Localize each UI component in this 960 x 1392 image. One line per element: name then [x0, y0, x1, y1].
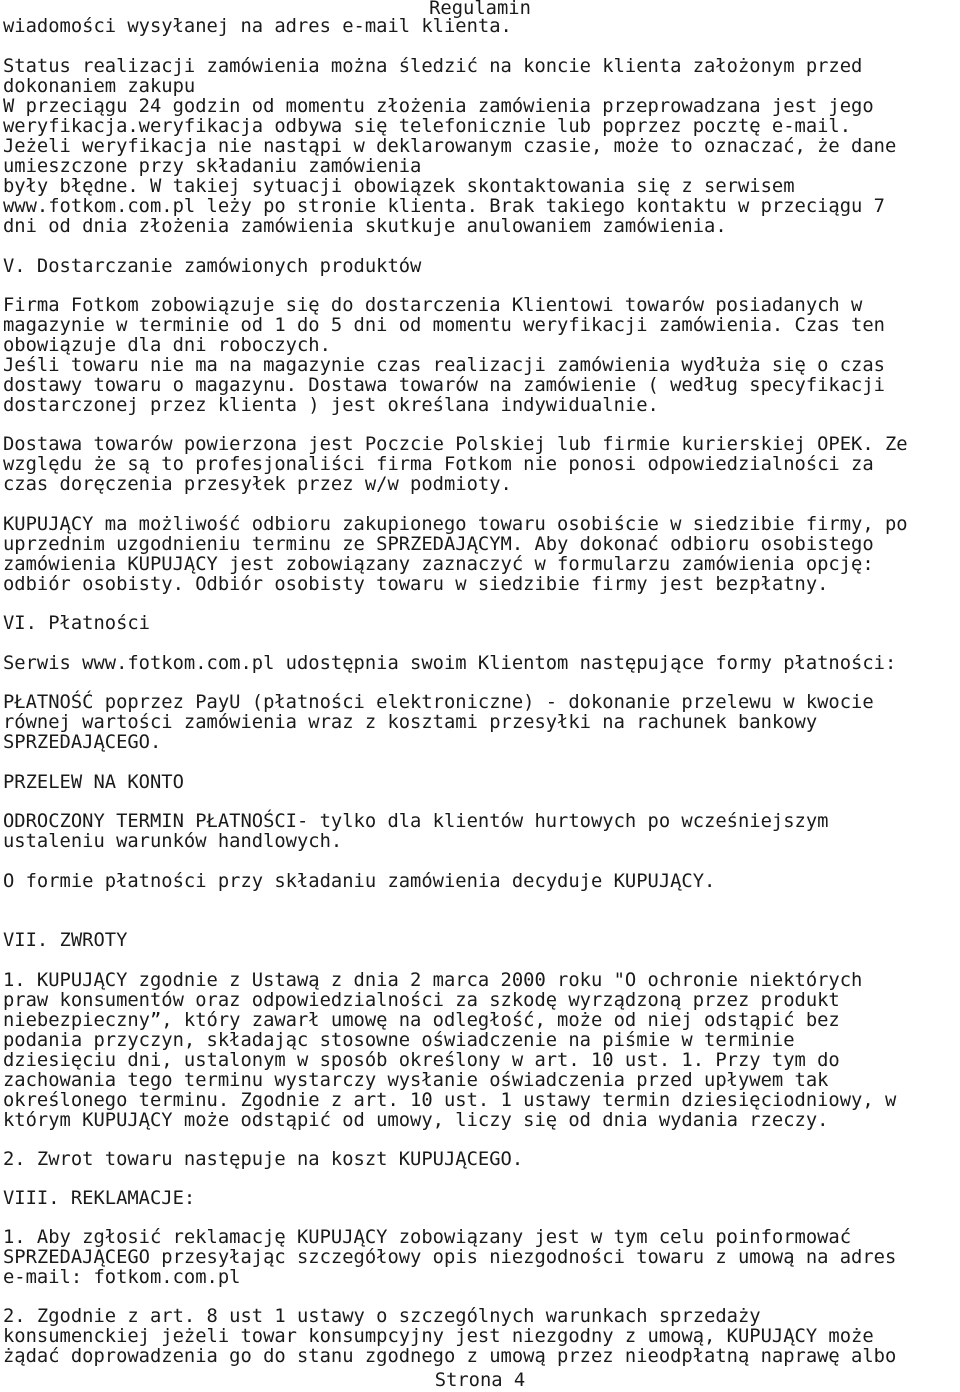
text-line: równej wartości zamówienia wraz z kosztami przesyłki na rachunek bankowy: [3, 712, 818, 733]
text-line: umieszczone przy składaniu zamówienia: [3, 156, 422, 177]
text-line: określonego terminu. Zgodnie z art. 10 ust. 1 ustawy termin dziesięciodniowy, w: [3, 1090, 897, 1111]
text-line: konsumenckiej jeżeli towar konsumpcyjny jest niezgodny z umową, KUPUJĄCY może: [3, 1326, 874, 1347]
text-line: żądać doprowadzenia go do stanu zgodnego z umową przez nieodpłatną naprawę albo: [3, 1346, 897, 1367]
text-line: www.fotkom.com.pl leży po stronie klienta. Brak takiego kontaktu w przeciągu 7: [3, 196, 885, 217]
page-header-title: Regulamin: [429, 0, 531, 19]
text-line: praw konsumentów oraz odpowiedzialności za szkodę wyrządzoną przez produkt: [3, 990, 840, 1011]
text-line: obowiązuje dla dni roboczych.: [3, 335, 331, 356]
text-line: W przeciągu 24 godzin od momentu złożenia zamówienia przeprowadzana jest jego: [3, 96, 874, 117]
text-line: uprzednim uzgodnieniu terminu ze SPRZEDAJĄCYM. Aby dokonać odbioru osobistego: [3, 534, 874, 555]
section-heading: V. Dostarczanie zamówionych produktów: [3, 256, 422, 277]
text-line: którym KUPUJĄCY może odstąpić od umowy, liczy się od dnia wydania rzeczy.: [3, 1110, 829, 1131]
text-line: Serwis www.fotkom.com.pl udostępnia swoim Klientom następujące formy płatności:: [3, 653, 897, 674]
text-line: 1. KUPUJĄCY zgodnie z Ustawą z dnia 2 marca 2000 roku "O ochronie niektórych: [3, 970, 863, 991]
text-line: weryfikacja.weryfikacja odbywa się telefonicznie lub poprzez pocztę e-mail.: [3, 116, 852, 137]
text-line: 1. Aby zgłosić reklamację KUPUJĄCY zobowiązany jest w tym celu poinformować: [3, 1227, 852, 1248]
text-line: SPRZEDAJĄCEGO.: [3, 732, 162, 753]
text-line: dostawy towaru o magazynu. Dostawa towarów na zamówienie ( według specyfikacji: [3, 375, 885, 396]
text-line: Jeżeli weryfikacja nie nastąpi w deklarowanym czasie, może to oznaczać, że dane: [3, 136, 897, 157]
text-line: 2. Zgodnie z art. 8 ust 1 ustawy o szczególnych warunkach sprzedaży: [3, 1306, 761, 1327]
text-line: PRZELEW NA KONTO: [3, 772, 184, 793]
text-line: odbiór osobisty. Odbiór osobisty towaru w siedzibie firmy jest bezpłatny.: [3, 574, 829, 595]
text-line: Status realizacji zamówienia można śledzić na koncie klienta założonym przed: [3, 56, 863, 77]
text-line: magazynie w terminie od 1 do 5 dni od momentu weryfikacji zamówienia. Czas ten: [3, 315, 885, 336]
text-line: ustaleniu warunków handlowych.: [3, 831, 343, 852]
text-line: KUPUJĄCY ma możliwość odbioru zakupionego towaru osobiście w siedzibie firmy, po: [3, 514, 908, 535]
text-line: niebezpieczny”, który zawarł umowę na odległość, może od niej odstąpić bez: [3, 1010, 840, 1031]
text-line: Jeśli towaru nie ma na magazynie czas realizacji zamówienia wydłuża się o czas: [3, 355, 885, 376]
section-heading: VII. ZWROTY: [3, 930, 128, 951]
text-line: dni od dnia złożenia zamówienia skutkuje anulowaniem zamówienia.: [3, 216, 727, 237]
text-line: ODROCZONY TERMIN PŁATNOŚCI- tylko dla klientów hurtowych po wcześniejszym: [3, 811, 829, 832]
text-line: względu że są to profesjonaliści firma Fotkom nie ponosi odpowiedzialności za: [3, 454, 874, 475]
text-line: zachowania tego terminu wystarczy wysłanie oświadczenia przed upływem tak: [3, 1070, 829, 1091]
section-heading: VI. Płatności: [3, 613, 150, 634]
text-line: były błędne. W takiej sytuacji obowiązek skontaktowania się z serwisem: [3, 176, 795, 197]
text-line: Dostawa towarów powierzona jest Poczcie Polskiej lub firmie kurierskiej OPEK. Ze: [3, 434, 908, 455]
text-line: dziesięciu dni, ustalonym w sposób określony w art. 10 ust. 1. Przy tym do: [3, 1050, 840, 1071]
text-line: SPRZEDAJĄCEGO przesyłając szczegółowy opis niezgodności towaru z umową na adres: [3, 1247, 897, 1268]
text-line: wiadomości wysyłanej na adres e-mail klienta.: [3, 16, 512, 37]
text-line: dokonaniem zakupu: [3, 76, 196, 97]
text-line: e-mail: fotkom.com.pl: [3, 1267, 241, 1288]
page-footer-number: Strona 4: [434, 1370, 526, 1391]
section-heading: VIII. REKLAMACJE:: [3, 1188, 196, 1209]
text-line: zamówienia KUPUJĄCY jest zobowiązany zaznaczyć w formularzu zamówienia opcję:: [3, 554, 874, 575]
text-line: czas doręczenia przesyłek przez w/w podmioty.: [3, 474, 512, 495]
text-line: dostarczonej przez klienta ) jest określana indywidualnie.: [3, 395, 659, 416]
text-line: Firma Fotkom zobowiązuje się do dostarczenia Klientowi towarów posiadanych w: [3, 295, 863, 316]
text-line: PŁATNOŚĆ poprzez PayU (płatności elektroniczne) - dokonanie przelewu w kwocie: [3, 692, 874, 713]
text-line: podania przyczyn, składając stosowne oświadczenie na piśmie w terminie: [3, 1030, 795, 1051]
text-line: 2. Zwrot towaru następuje na koszt KUPUJĄCEGO.: [3, 1149, 524, 1170]
text-line: O formie płatności przy składaniu zamówienia decyduje KUPUJĄCY.: [3, 871, 716, 892]
